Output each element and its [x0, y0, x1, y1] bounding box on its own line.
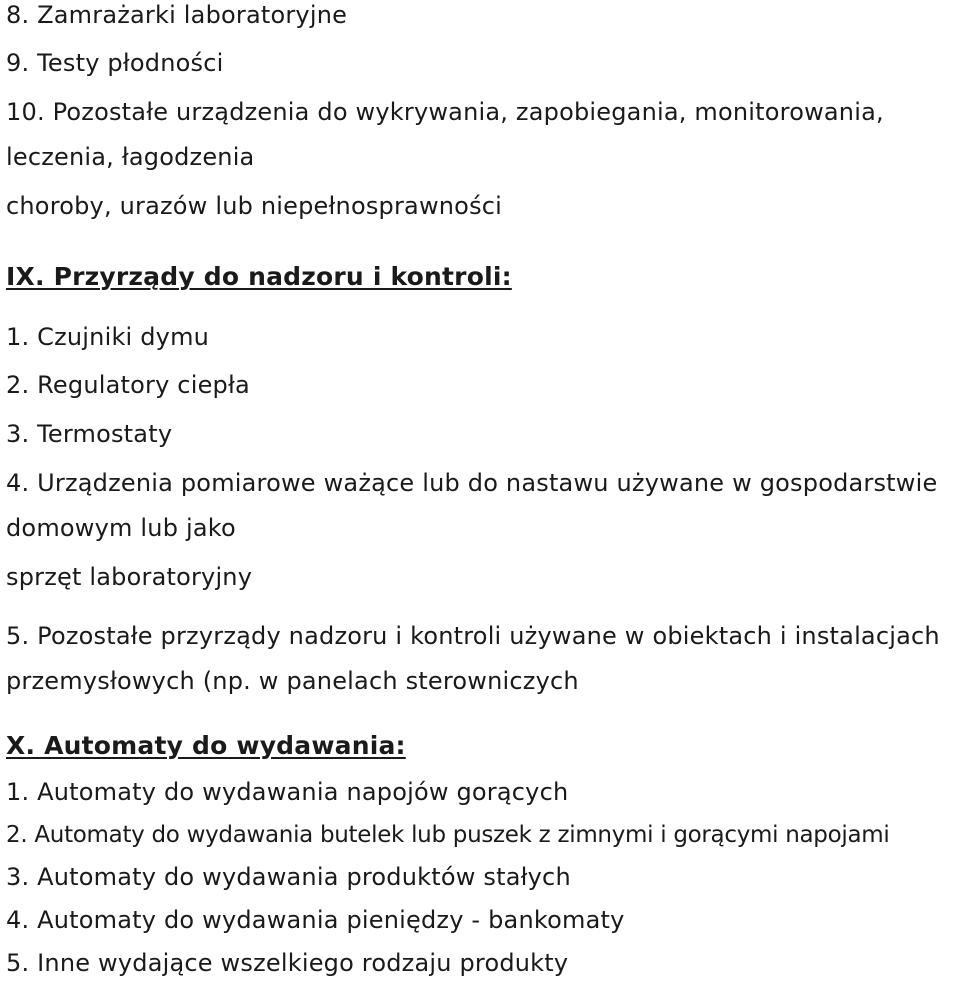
list-item: 4. Automaty do wydawania pieniędzy - bankomaty: [6, 906, 625, 934]
list-item: 3. Termostaty: [6, 420, 173, 448]
list-item: 5. Inne wydające wszelkiego rodzaju produkty: [6, 949, 569, 977]
list-item-10: 10. Pozostałe urządzenia do wykrywania, zapobiegania, monitorowania,: [6, 98, 884, 126]
list-item-cont: sprzęt laboratoryjny: [6, 563, 253, 591]
list-item: 2. Regulatory ciepła: [6, 371, 250, 399]
list-item: 4. Urządzenia pomiarowe ważące lub do nastawu używane w gospodarstwie: [6, 469, 938, 497]
list-item-10-cont-2: choroby, urazów lub niepełnosprawności: [6, 192, 503, 220]
section-heading-x: X. Automaty do wydawania:: [6, 731, 406, 760]
list-item: 1. Automaty do wydawania napojów gorących: [6, 778, 569, 806]
list-item: 5. Pozostałe przyrządy nadzoru i kontroli używane w obiektach i instalacjach: [6, 622, 940, 650]
list-item: 1. Czujniki dymu: [6, 323, 210, 351]
list-item-10-cont-1: leczenia, łagodzenia: [6, 143, 255, 171]
list-item-8: 8. Zamrażarki laboratoryjne: [6, 1, 348, 29]
section-heading-ix: IX. Przyrządy do nadzoru i kontroli:: [6, 262, 512, 291]
list-item: 3. Automaty do wydawania produktów stałych: [6, 863, 571, 891]
list-item-9: 9. Testy płodności: [6, 49, 224, 77]
list-item: 2. Automaty do wydawania butelek lub puszek z zimnymi i gorącymi napojami: [6, 822, 890, 848]
list-item-cont: domowym lub jako: [6, 514, 236, 542]
list-item-cont: przemysłowych (np. w panelach sterowniczych: [6, 667, 579, 695]
